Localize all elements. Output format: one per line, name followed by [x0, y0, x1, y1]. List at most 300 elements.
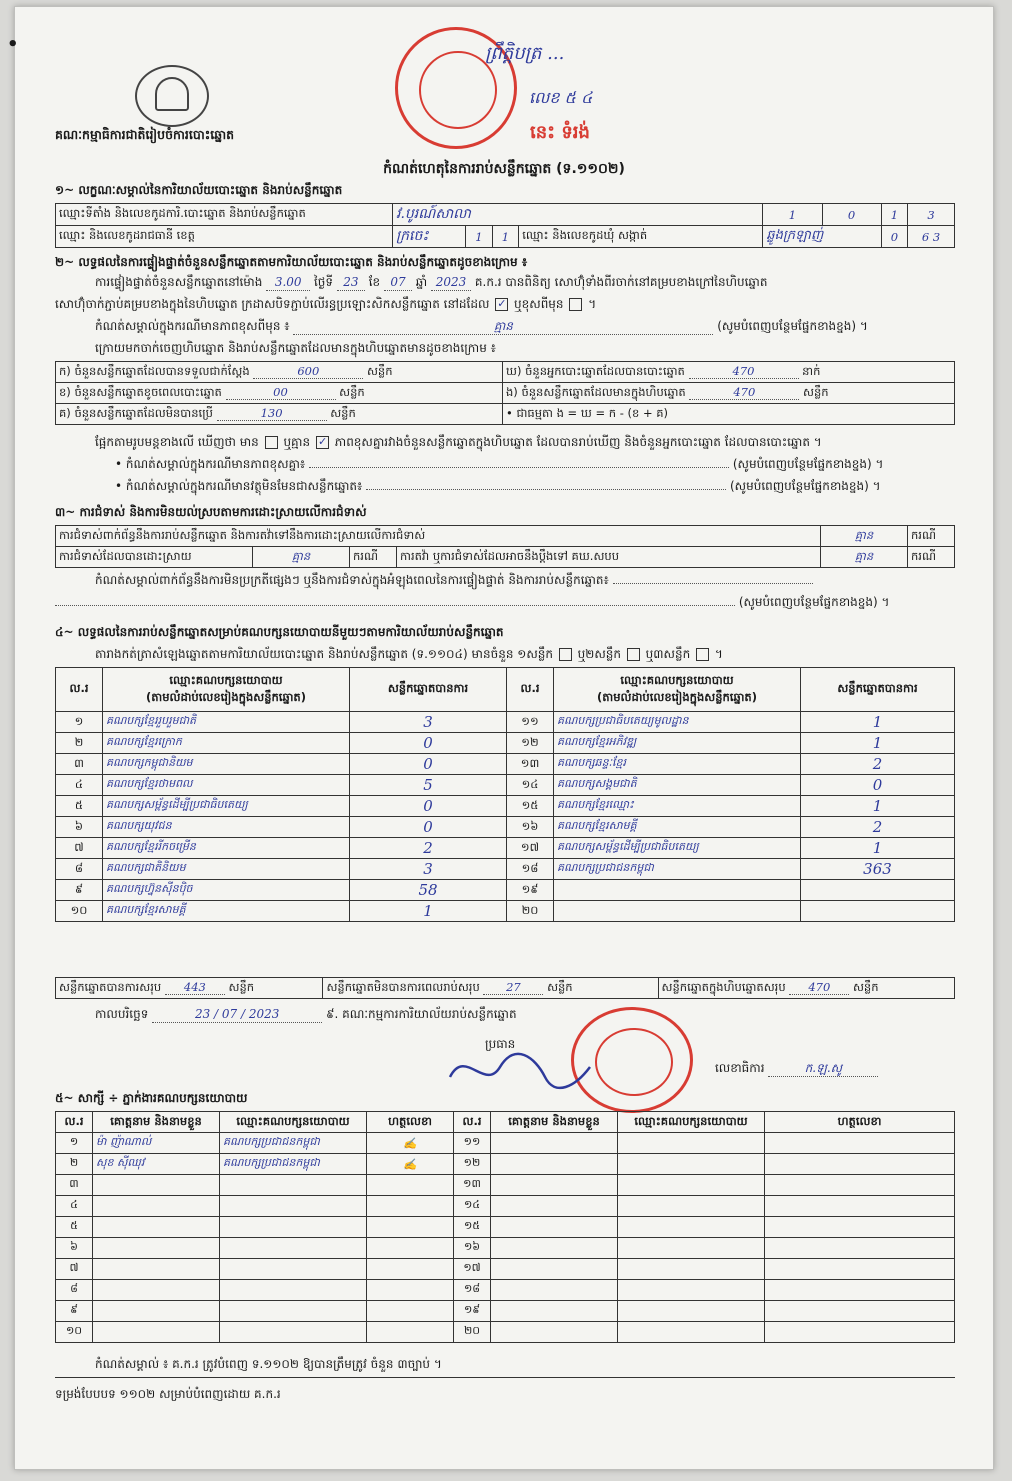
bullet-suffix: (សូមបំពេញបន្ថែមផ្នែកខាងខ្នង) ។	[729, 479, 881, 493]
table-row	[56, 1280, 955, 1301]
witness-signature[interactable]	[765, 1196, 955, 1217]
count-unit: នាក់	[802, 363, 821, 378]
appeal-unit: ករណី	[908, 547, 955, 568]
complaints-table	[55, 525, 955, 568]
section2-para4	[95, 435, 822, 450]
witness-name	[93, 1217, 220, 1238]
formula-note: • ជាធម្មតា ង = ឃ = ក - (ខ + គ)	[503, 404, 955, 425]
table-row	[56, 1238, 955, 1259]
table-row	[56, 754, 955, 775]
witness-party[interactable]	[618, 1322, 765, 1343]
party-no: ១៥	[507, 796, 554, 817]
bullet-difference	[115, 457, 883, 472]
witness-party[interactable]	[618, 1175, 765, 1196]
party-no: ២	[56, 733, 103, 754]
party-votes: 0	[350, 733, 507, 754]
witness-no: ៦	[56, 1238, 93, 1259]
count-value: 130	[217, 406, 327, 421]
party-no: ១១	[507, 712, 554, 733]
complaints-label: ការជំទាស់ពាក់ព័ន្ធនឹងការរាប់សន្លឹកឆ្នោត និងការតវ៉ាទៅនឹងការដោះស្រាយលើការជំទាស់	[56, 526, 821, 547]
intro-two: ឬ២សន្លឹក	[577, 647, 622, 661]
witness-signature[interactable]	[765, 1238, 955, 1259]
witness-signature	[367, 1322, 454, 1343]
count-label: ឃ) ចំនួនអ្នកបោះឆ្នោតដែលបានបោះឆ្នោត	[506, 363, 685, 378]
day-label: ថ្ងៃទី	[314, 275, 334, 289]
count-label: ក) ចំនួនសន្លឹកឆ្នោតដែលបានទទួលជាក់ស្ដែង	[59, 363, 250, 378]
total-box-label: សន្លឹកឆ្នោតក្នុងហិបឆ្នោតសរុប	[661, 979, 786, 994]
witness-name[interactable]	[491, 1133, 618, 1154]
col-party: ឈ្មោះគណបក្សនយោបាយ	[618, 1112, 765, 1133]
party-votes: 0	[350, 817, 507, 838]
witness-party: គណបក្សប្រជាជនកម្ពុជា	[220, 1133, 367, 1154]
section2-note	[95, 319, 868, 335]
witness-name[interactable]	[491, 1301, 618, 1322]
party-name: គណបក្សខ្មែរថាមពល	[103, 775, 350, 796]
witness-signature: ✍	[367, 1133, 454, 1154]
witness-name[interactable]	[491, 1196, 618, 1217]
note-fill-line	[613, 583, 813, 584]
col-no: ល.រ	[56, 1112, 93, 1133]
party-name	[554, 901, 801, 922]
total-unit: សន្លឹក	[228, 979, 255, 994]
time-value: 3.00	[266, 275, 310, 291]
handwritten-ref: លេខ ៥ ៤	[529, 88, 593, 107]
table-row	[56, 1196, 955, 1217]
no-difference-checkbox[interactable]: ✓	[317, 435, 328, 448]
witness-party	[220, 1217, 367, 1238]
party-no: ៦	[56, 817, 103, 838]
table-row	[56, 712, 955, 733]
total-invalid	[323, 978, 658, 999]
witness-party[interactable]	[618, 1301, 765, 1322]
count-unit: សន្លឹក	[366, 363, 393, 378]
month-value: 07	[384, 275, 412, 291]
party-name: គណបក្សប្រជាធិបតេយ្យមូលដ្ឋាន	[554, 712, 801, 733]
witness-signature	[367, 1238, 454, 1259]
location-value: វ.បូរណ៍សាលា	[393, 204, 763, 226]
section3-note-cont	[55, 595, 889, 610]
party-votes: 1	[801, 733, 955, 754]
complaints-value: គ្មាន	[821, 526, 908, 547]
province-label: ឈ្មោះ និងលេខកូដរាជធានី ខេត្ត	[56, 226, 393, 248]
witness-party[interactable]	[618, 1280, 765, 1301]
count-row-left	[56, 383, 503, 404]
section3-note-text: កំណត់សម្គាល់ពាក់ព័ន្ធនឹងការមិនប្រក្រតីផ្សេងៗ ឬនឹងការជំទាស់ក្នុងអំឡុងពេលនៃការផ្ទៀងផ្ទាត់ និងការរាប់សន្លឹកឆ្នោត៖	[95, 573, 609, 587]
witness-signature	[367, 1217, 454, 1238]
witness-party	[220, 1322, 367, 1343]
code-digit: 3	[908, 204, 955, 226]
party-votes: 1	[801, 796, 955, 817]
committee-sign-label: ៩. គណៈកម្មការការិយាល័យរាប់សន្លឹកឆ្នោត	[325, 1007, 517, 1021]
count-unit: សន្លឹក	[803, 384, 829, 399]
col-no: ល.រ	[454, 1112, 491, 1133]
witness-signature[interactable]	[765, 1154, 955, 1175]
location-table	[55, 203, 955, 248]
resolved-unit: ករណី	[350, 547, 397, 568]
party-name	[554, 880, 801, 901]
witness-no: ២	[56, 1154, 93, 1175]
party-no: ៨	[56, 859, 103, 880]
witness-name	[93, 1301, 220, 1322]
party-votes: 363	[801, 859, 955, 880]
results-table	[55, 667, 955, 922]
code-digit: 6	[921, 229, 930, 244]
party-votes: 3	[350, 859, 507, 880]
count-row-left	[56, 362, 503, 383]
col-name: គោត្តនាម និងនាមខ្លួន	[491, 1112, 618, 1133]
bullet-fill-line	[309, 467, 729, 468]
party-no: ៩	[56, 880, 103, 901]
party-no: ១៩	[507, 880, 554, 901]
witness-signature	[367, 1301, 454, 1322]
changed-checkbox[interactable]	[569, 298, 582, 311]
col-name: គោត្តនាម និងនាមខ្លួន	[93, 1112, 220, 1133]
col-party	[554, 668, 801, 712]
witness-name: ម៉ា ញ៉ាណាល់	[93, 1133, 220, 1154]
witness-no: ៧	[56, 1259, 93, 1280]
code-digit: 1	[466, 226, 493, 248]
witness-party[interactable]	[618, 1259, 765, 1280]
party-no: ៣	[56, 754, 103, 775]
witness-signature[interactable]	[765, 1217, 955, 1238]
day-value: 23	[337, 275, 365, 291]
party-no: ៥	[56, 796, 103, 817]
one-sheet-checkbox[interactable]	[559, 648, 572, 661]
table-row	[56, 1133, 955, 1154]
para1-text: ការផ្ទៀងផ្ទាត់ចំនួនសន្លឹកឆ្នោតនៅម៉ោង	[95, 275, 263, 289]
count-unit: សន្លឹក	[330, 405, 356, 420]
witness-name	[93, 1322, 220, 1343]
table-row	[56, 1217, 955, 1238]
witness-body	[56, 1133, 955, 1343]
witness-no: ១៥	[454, 1217, 491, 1238]
bullet-foreign-object	[115, 479, 881, 494]
party-no: ១៦	[507, 817, 554, 838]
table-row	[56, 1322, 955, 1343]
witness-signature[interactable]	[765, 1322, 955, 1343]
party-votes: 5	[350, 775, 507, 796]
total-unit: សន្លឹក	[547, 979, 573, 994]
party-name: គណបក្សខ្មែរអភិវឌ្ឍ	[554, 733, 801, 754]
witness-party[interactable]	[618, 1196, 765, 1217]
count-row-right	[503, 362, 955, 383]
witness-name[interactable]	[491, 1322, 618, 1343]
code-digit: 1	[492, 226, 519, 248]
table-row	[56, 1175, 955, 1196]
witness-name[interactable]	[491, 1154, 618, 1175]
count-value: 00	[226, 385, 336, 400]
code-digit: 1	[881, 204, 908, 226]
handwritten-top-note: ព្រឹត្តិបត្រ ...	[485, 43, 565, 64]
para2-text: សោហ៊ុំចាក់ភ្ជាប់គម្របខាងក្នុងនៃហិបឆ្នោត ក្រដាសបិទភ្ជាប់លើរន្ធប្រឡោះសិកសន្លឹកឆ្នោត នៅដដែល	[55, 297, 490, 311]
code-digit-pair	[908, 226, 955, 248]
note-fill-line	[55, 605, 735, 606]
count-value: 470	[689, 385, 799, 400]
witness-party[interactable]	[618, 1217, 765, 1238]
unchanged-checkbox[interactable]: ✓	[497, 297, 507, 310]
or-changed-text: ឬខុសពីមុន	[514, 297, 564, 311]
footer-form-note: ទម្រង់បែបបទ ១១០២ សម្រាប់បំពេញដោយ គ.ក.រ	[55, 1387, 281, 1401]
appeal-label: ការតវ៉ា ឬការជំទាស់ដែលអាចនឹងប្ដឹងទៅ គឃ.សបប	[397, 547, 821, 568]
section4-intro: តារាងកត់ត្រាសំឡេងឆ្នោតតាមការិយាល័យបោះឆ្នោត និងរាប់សន្លឹកឆ្នោត (ទ.១១០៤) មានចំនួន ១សន្លឹក ឬ២សន្លឹក ឬ៣សន្លឹក ។	[95, 647, 723, 661]
party-votes: 0	[801, 775, 955, 796]
resolved-label: ការជំទាស់ដែលបានដោះស្រាយ	[56, 547, 253, 568]
total-valid-label: សន្លឹកឆ្នោតបានការសរុប	[59, 979, 162, 994]
year-value: 2023	[431, 275, 471, 291]
results-body	[56, 712, 955, 922]
count-row-left	[56, 404, 503, 425]
party-no: ១៨	[507, 859, 554, 880]
footer-divider	[55, 1377, 955, 1378]
witness-party[interactable]	[618, 1133, 765, 1154]
ballot-count-table	[55, 361, 955, 425]
party-votes: 0	[350, 754, 507, 775]
secretary-signature: ក.ឡ.សូ	[768, 1061, 878, 1077]
witness-signature[interactable]	[765, 1133, 955, 1154]
secretary-line	[715, 1061, 878, 1077]
witness-name	[93, 1196, 220, 1217]
nec-logo	[135, 65, 209, 127]
col-party-sub: (តាមលំដាប់លេខរៀងក្នុងសន្លឹកឆ្នោត)	[146, 689, 306, 704]
section2-para1	[95, 275, 975, 291]
party-name: គណបក្សខ្មែរសាមគ្គី	[103, 901, 350, 922]
witness-table	[55, 1111, 955, 1343]
col-party	[103, 668, 350, 712]
col-no: ល.រ	[507, 668, 554, 712]
section2-para3: ក្រោយមកចាក់ចេញហិបឆ្នោត និងរាប់សន្លឹកឆ្នោតដែលមានក្នុងហិបឆ្នោតមានដូចខាងក្រោម ៖	[95, 341, 496, 355]
table-row	[56, 1259, 955, 1280]
col-sign: ហត្ថលេខា	[765, 1112, 955, 1133]
witness-signature: ✍	[367, 1154, 454, 1175]
location-label: ឈ្មោះទីតាំង និងលេខកូដការិ.បោះឆ្នោត និងរាប់សន្លឹកឆ្នោត	[56, 204, 393, 226]
witness-no: ១៣	[454, 1175, 491, 1196]
year-label: ឆ្នាំ	[415, 275, 428, 289]
witness-no: ១៩	[454, 1301, 491, 1322]
witness-signature[interactable]	[765, 1175, 955, 1196]
party-name: គណបក្សហ្វ៊ុនស៊ីនប៉ិច	[103, 880, 350, 901]
party-votes	[801, 901, 955, 922]
witness-no: ៨	[56, 1280, 93, 1301]
col-party-title: ឈ្មោះគណបក្សនយោបាយ	[169, 672, 283, 687]
party-name: គណបក្សឆន្ទៈខ្មែរ	[554, 754, 801, 775]
party-no: ១៧	[507, 838, 554, 859]
party-no: ១៤	[507, 775, 554, 796]
count-label: ខ) ចំនួនសន្លឹកឆ្នោតខូចពេលបោះឆ្នោត	[59, 384, 222, 399]
witness-signature	[367, 1259, 454, 1280]
col-party: ឈ្មោះគណបក្សនយោបាយ	[220, 1112, 367, 1133]
code-digit: 3	[932, 229, 941, 244]
total-box	[658, 978, 954, 999]
two-sheet-checkbox[interactable]	[627, 648, 640, 661]
note-label: កំណត់សម្គាល់ក្នុងករណីមានភាពខុសពីមុន ៖	[95, 319, 290, 333]
party-no: ១២	[507, 733, 554, 754]
witness-no: ១៨	[454, 1280, 491, 1301]
witness-name[interactable]	[491, 1217, 618, 1238]
party-votes	[801, 880, 955, 901]
witness-no: ១១	[454, 1133, 491, 1154]
section5-note: កំណត់សម្គាល់ ៖ គ.ក.រ ត្រូវបំពេញ ទ.១១០២ ឱ្យបានត្រឹមត្រូវ ចំនួន ៣ច្បាប់ ។	[95, 1357, 442, 1371]
party-name: គណបក្សខ្មែរក្រោក	[103, 733, 350, 754]
witness-party	[220, 1259, 367, 1280]
commune-value: ឆ្លូងក្រឡាញ់	[763, 226, 881, 248]
total-valid	[56, 978, 323, 999]
chair-label: ប្រធាន	[485, 1037, 516, 1051]
table-row	[56, 859, 955, 880]
table-row	[56, 733, 955, 754]
section3-note	[95, 573, 813, 588]
col-party-sub: (តាមលំដាប់លេខរៀងក្នុងសន្លឹកឆ្នោត)	[597, 689, 757, 704]
appeal-value: គ្មាន	[821, 547, 908, 568]
has-difference-checkbox[interactable]	[265, 436, 278, 449]
date-value: 23 / 07 / 2023	[152, 1007, 322, 1023]
witness-name[interactable]	[491, 1259, 618, 1280]
party-no: ៤	[56, 775, 103, 796]
table-row	[56, 796, 955, 817]
witness-no: ៩	[56, 1301, 93, 1322]
witness-name[interactable]	[491, 1238, 618, 1259]
count-value: 600	[253, 364, 363, 379]
witness-no: ១៧	[454, 1259, 491, 1280]
party-name: គណបក្សខ្មែររួបរួមជាតិ	[103, 712, 350, 733]
witness-no: ១៤	[454, 1196, 491, 1217]
total-valid-value: 443	[165, 980, 225, 995]
bullet-suffix: (សូមបំពេញបន្ថែមផ្នែកខាងខ្នង) ។	[732, 457, 884, 471]
witness-signature	[367, 1175, 454, 1196]
party-name: គណបក្សយុវជន	[103, 817, 350, 838]
total-invalid-value: 27	[483, 980, 543, 995]
party-votes: 1	[801, 838, 955, 859]
witness-name[interactable]	[491, 1280, 618, 1301]
para1-end: គ.ក.រ បានពិនិត្យ សោហ៊ុំទាំងពីរចាក់នៅគម្របខាងក្រៅនៃហិបឆ្នោត	[474, 275, 768, 289]
witness-party	[220, 1301, 367, 1322]
witness-party	[220, 1280, 367, 1301]
intro-three: ឬ៣សន្លឹក	[645, 647, 691, 661]
table-row	[56, 1154, 955, 1175]
corner-mark: •	[7, 34, 19, 55]
party-name: គណបក្សកម្ពុជានិយម	[103, 754, 350, 775]
witness-no: ១០	[56, 1322, 93, 1343]
party-name: គណបក្សខ្មែរសាមគ្គី	[554, 817, 801, 838]
section5-title: ៥~ សាក្សី ÷ ភ្នាក់ងារគណបក្សនយោបាយ	[55, 1091, 248, 1105]
count-value: 470	[689, 364, 799, 379]
code-digit: 0	[881, 226, 908, 248]
intro-text: តារាងកត់ត្រាសំឡេងឆ្នោតតាមការិយាល័យបោះឆ្នោត និងរាប់សន្លឹកឆ្នោត (ទ.១១០៤) មានចំនួន ១សន្លឹក	[95, 647, 553, 661]
witness-party[interactable]	[618, 1154, 765, 1175]
section4-title: ៤~ លទ្ធផលនៃការរាប់សន្លឹកឆ្នោតសម្រាប់គណបក្សនយោបាយនីមួយៗតាមការិយាល័យរាប់សន្លឹកឆ្នោត	[55, 625, 504, 639]
code-digit: 1	[763, 204, 822, 226]
witness-signature[interactable]	[765, 1301, 955, 1322]
party-no: ១៣	[507, 754, 554, 775]
date-label: កាលបរិច្ឆេទ	[95, 1007, 149, 1021]
witness-name	[93, 1280, 220, 1301]
table-row	[56, 775, 955, 796]
col-sign: ហត្ថលេខា	[367, 1112, 454, 1133]
witness-signature	[367, 1196, 454, 1217]
totals-table	[55, 977, 955, 999]
total-unit: សន្លឹក	[852, 979, 879, 994]
province-value: ក្រចេះ	[393, 226, 466, 248]
table-row	[56, 838, 955, 859]
note-value: គ្មាន	[293, 319, 713, 335]
witness-no: ២០	[454, 1322, 491, 1343]
witness-party: គណបក្សប្រជាជនកម្ពុជា	[220, 1154, 367, 1175]
table-row	[56, 901, 955, 922]
count-row-right	[503, 383, 955, 404]
para4-or: ឬគ្មាន	[283, 435, 311, 449]
party-name: គណបក្សជាតិនិយម	[103, 859, 350, 880]
party-name: គណបក្សខ្មែរឈ្មោះ	[554, 796, 801, 817]
witness-party	[220, 1238, 367, 1259]
col-party-title: ឈ្មោះគណបក្សនយោបាយ	[620, 672, 734, 687]
witness-no: ៤	[56, 1196, 93, 1217]
total-invalid-label: សន្លឹកឆ្នោតមិនបានការពេលរាប់សរុប	[326, 979, 480, 994]
date-line	[95, 1007, 517, 1023]
party-votes: 58	[350, 880, 507, 901]
party-name: គណបក្សប្រជាជនកម្ពុជា	[554, 859, 801, 880]
witness-no: ១២	[454, 1154, 491, 1175]
party-votes: 1	[801, 712, 955, 733]
bullet-fill-line	[366, 489, 726, 490]
para4-end: ភាពខុសគ្នារវាងចំនួនសន្លឹកឆ្នោតក្នុងហិបឆ្នោត ដែលបានរាប់ឃើញ និងចំនួនអ្នកបោះឆ្នោត ដែលបានបោះឆ្នោត ។	[334, 435, 822, 449]
witness-name: សុខ សុីឈុវ	[93, 1154, 220, 1175]
table-row	[56, 817, 955, 838]
total-box-value: 470	[789, 980, 849, 995]
page-title: កំណត់ហេតុនៃការរាប់សន្លឹកឆ្នោត (ទ.១១០២)	[383, 161, 625, 177]
stamp-note: នេះ ទំរង់	[530, 122, 590, 143]
party-votes: 0	[350, 796, 507, 817]
witness-name	[93, 1175, 220, 1196]
commune-label: ឈ្មោះ និងលេខកូដឃុំ សង្កាត់	[519, 226, 763, 248]
party-name: គណបក្សសម្ព័ន្ធដើម្បីប្រជាធិបតេយ្យ	[554, 838, 801, 859]
col-no: ល.រ	[56, 668, 103, 712]
para4-text: ផ្អែកតាមរូបមន្តខាងលើ ឃើញថា មាន	[95, 435, 259, 449]
code-digit: 0	[822, 204, 881, 226]
section3-title: ៣~ ការជំទាស់ និងការមិនយល់ស្របតាមការដោះស្រាយលើការជំទាស់	[55, 505, 367, 519]
party-votes: 2	[350, 838, 507, 859]
witness-signature	[367, 1280, 454, 1301]
witness-party	[220, 1175, 367, 1196]
complaints-unit: ករណី	[908, 526, 955, 547]
three-sheet-checkbox[interactable]	[696, 648, 709, 661]
witness-signature[interactable]	[765, 1259, 955, 1280]
count-label: ង) ចំនួនសន្លឹកឆ្នោតដែលមានក្នុងហិបឆ្នោត	[506, 384, 686, 399]
witness-name	[93, 1238, 220, 1259]
party-no: ៧	[56, 838, 103, 859]
party-votes: 3	[350, 712, 507, 733]
party-votes: 2	[801, 754, 955, 775]
witness-no: ៣	[56, 1175, 93, 1196]
count-label: គ) ចំនួនសន្លឹកឆ្នោតដែលមិនបានប្រើ	[59, 405, 213, 420]
bullet-label: • កំណត់សម្គាល់ក្នុងករណីមានភាពខុសគ្នា៖	[115, 457, 306, 471]
witness-party	[220, 1196, 367, 1217]
witness-name[interactable]	[491, 1175, 618, 1196]
witness-name	[93, 1259, 220, 1280]
witness-signature[interactable]	[765, 1280, 955, 1301]
party-no: ២០	[507, 901, 554, 922]
committee-name: គណៈកម្មាធិការជាតិរៀបចំការបោះឆ្នោត	[55, 127, 235, 142]
witness-party[interactable]	[618, 1238, 765, 1259]
col-votes: សន្លឹកឆ្នោតបានការ	[350, 668, 507, 712]
month-label: ខែ	[368, 275, 381, 289]
party-votes: 1	[350, 901, 507, 922]
bullet-label: • កំណត់សម្គាល់ក្នុងករណីមានវត្ថុមិនមែនជាសន្លឹកឆ្នោត៖	[115, 479, 363, 493]
count-unit: សន្លឹក	[339, 384, 365, 399]
secretary-label: លេខាធិការ	[715, 1061, 765, 1075]
note-suffix: (សូមបំពេញបន្ថែមផ្នែកខាងខ្នង) ។	[717, 319, 868, 333]
table-row	[56, 880, 955, 901]
party-no: ១០	[56, 901, 103, 922]
resolved-value: គ្មាន	[253, 547, 350, 568]
